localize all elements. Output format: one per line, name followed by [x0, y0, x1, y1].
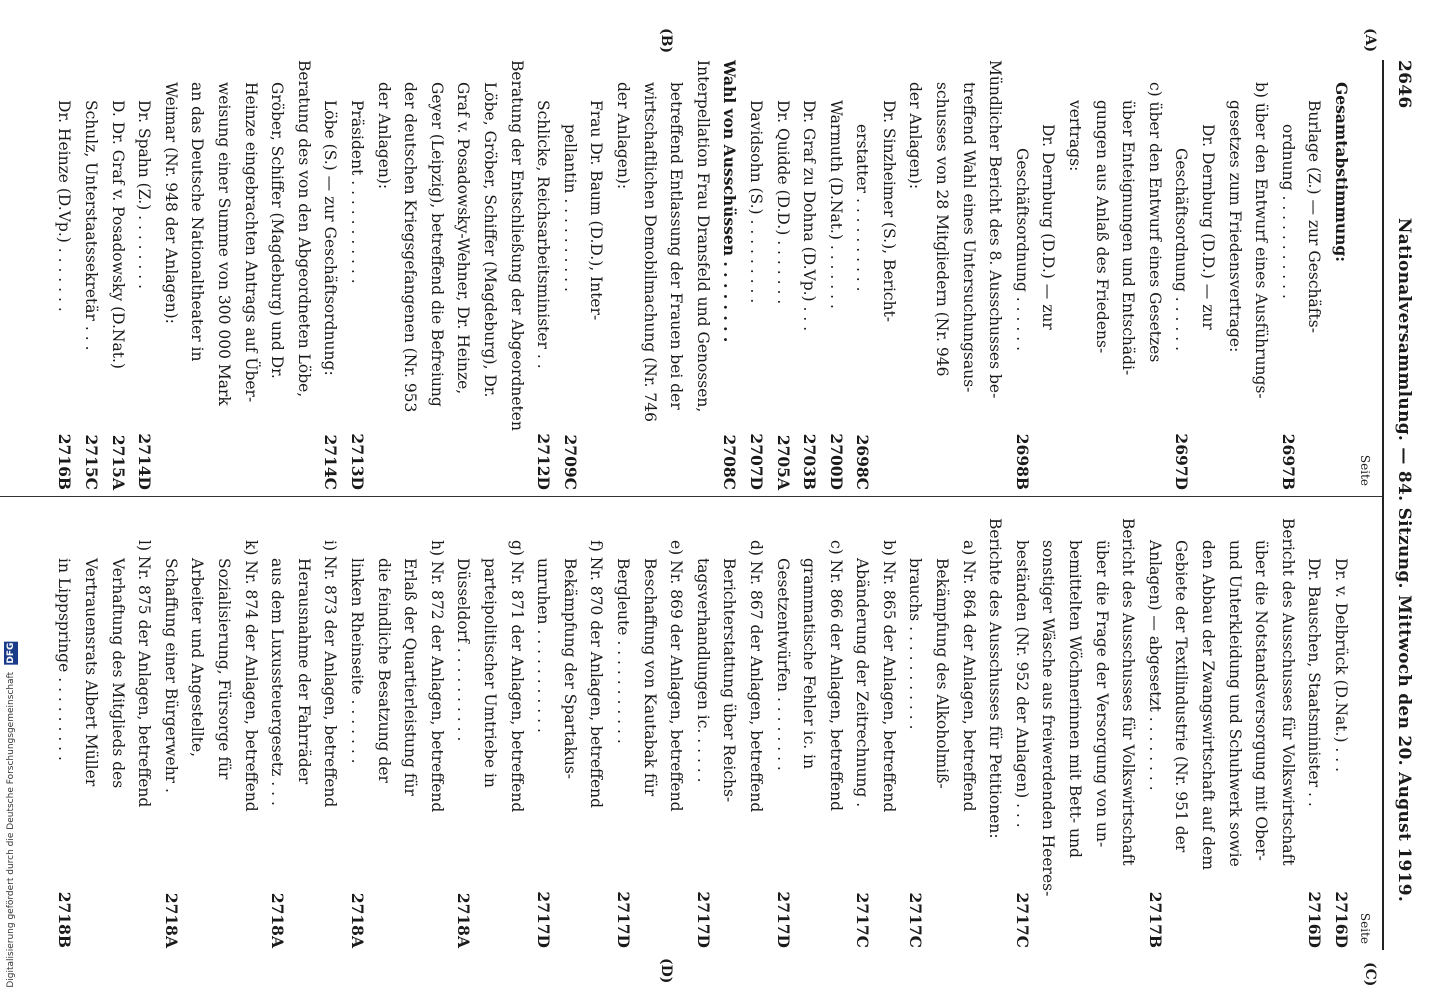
entry-text: b) Nr. 865 der Anlagen, betreffend — [879, 540, 898, 813]
toc-entry — [1301, 518, 1328, 948]
toc-entry — [1274, 518, 1301, 948]
toc-entry — [929, 518, 956, 948]
toc-entry — [1168, 60, 1195, 490]
toc-entry — [1088, 518, 1115, 948]
toc-entry — [104, 60, 131, 490]
entry-text: h) Nr. 872 der Anlagen, betreffend — [427, 540, 446, 813]
entry-text: i) Nr. 873 der Anlagen, betreffend — [321, 540, 340, 808]
entry-text: Löbe, Gröber, Schiffer (Magdeburg), Dr. — [481, 82, 499, 398]
toc-entry — [476, 60, 503, 490]
toc-entry — [1061, 60, 1088, 490]
toc-entry — [157, 518, 184, 948]
entry-text: Gesetzentwürfen . . . . . . . . — [773, 558, 792, 771]
toc-entry — [636, 60, 663, 490]
entry-text: beständen (Nr. 952 der Anlagen) . . . — [1012, 540, 1031, 828]
entry-text: l) Nr. 875 der Anlagen, betreffend — [135, 540, 154, 808]
toc-entry — [1248, 518, 1275, 948]
page-ref: 2697D — [1172, 433, 1192, 490]
page-ref: 2717B — [1145, 891, 1165, 948]
entry-text: g) Nr. 871 der Anlagen, betreffend — [507, 540, 526, 813]
toc-entry — [423, 60, 450, 490]
toc-entry — [1008, 518, 1035, 948]
entry-text: linken Rheinseite . . . . . . . — [348, 558, 367, 764]
page-ref: 2717D — [534, 891, 554, 948]
digitization-credit — [4, 642, 18, 988]
toc-entry — [583, 518, 610, 948]
page-ref: 2717D — [613, 891, 633, 948]
toc-entry — [210, 518, 237, 948]
entry-text: sonstiger Wäsche aus freiwerdenden Heeres- — [1039, 540, 1058, 897]
toc-entry — [556, 60, 583, 490]
toc-entry — [264, 60, 291, 490]
toc-entry — [742, 518, 769, 948]
column-divider — [0, 496, 1382, 497]
entry-text: und Unterkleidung und Schuhwerk sowie — [1225, 540, 1244, 867]
entry-text: k) Nr. 874 der Anlagen, betreffend — [241, 540, 260, 812]
page-ref: 2707D — [746, 433, 766, 490]
dfg-logo: DFG — [6, 643, 16, 665]
toc-entry — [1327, 518, 1354, 948]
toc-entry — [370, 518, 397, 948]
toc-entry — [663, 60, 690, 490]
toc-entry — [955, 60, 982, 490]
toc-entry — [450, 518, 477, 948]
page-ref: 2697B — [1278, 433, 1298, 490]
entry-text: Dr. Graf zu Dohna (D.Vp.) . . . — [800, 100, 819, 332]
entry-text: d) Nr. 867 der Anlagen, betreffend — [746, 540, 765, 813]
entry-text: Dr. Quidde (D.D.) . . . . . . . — [773, 100, 792, 305]
entry-text: Wahl von Ausschüssen . . . . . . . . — [720, 60, 740, 343]
entry-text: gungen aus Anlaß des Friedens- — [1092, 100, 1111, 354]
entry-text: der Anlagen): — [374, 82, 393, 190]
toc-entry — [397, 60, 424, 490]
toc-entry — [982, 518, 1009, 948]
entry-text: c) Nr. 866 der Anlagen, betreffend — [826, 540, 845, 812]
toc-entry — [210, 60, 237, 490]
entry-text: Burlage (Z.) — zur Geschäfts- — [1305, 100, 1324, 333]
entry-text: Anlagen) — abgesetzt . . . . . . . . — [1145, 540, 1164, 791]
toc-entry — [530, 60, 557, 490]
toc-entry — [822, 518, 849, 948]
entry-text: Präsident . . . . . . . . . . . — [348, 100, 367, 284]
entry-text: aus dem Luxussteuergesetz . . . — [268, 558, 287, 806]
entry-text: Erlaß der Quartierleistung für — [401, 558, 420, 796]
page-ref: 2716D — [1305, 891, 1325, 948]
page-ref: 2716B — [55, 433, 75, 490]
seite-label: Seite — [1358, 912, 1372, 944]
entry-text: parteipolitischer Umtriebe in — [481, 558, 499, 788]
page-header — [1386, 60, 1416, 950]
entry-text: über die Notstandsversorgung mit Ober- — [1252, 540, 1271, 861]
toc-entry — [1194, 60, 1221, 490]
margin-mark-c: (C) — [1362, 962, 1378, 987]
page-ref: 2717C — [853, 892, 873, 948]
toc-entry — [104, 518, 131, 948]
page-ref: 2718A — [454, 892, 474, 948]
entry-text: pellantin . . . . . . . . . . — [560, 124, 579, 292]
toc-entry — [476, 518, 503, 948]
header-rule — [1382, 60, 1384, 950]
toc-entry — [1327, 60, 1354, 490]
entry-text: in Lippspringe . . . . . . . . . — [55, 558, 74, 761]
toc-entry — [1301, 60, 1328, 490]
entry-text: Warmuth (D.Nat.) . . . . . . . — [826, 100, 845, 309]
entry-text: Graf v. Posadowsky-Wehner, Dr. Heinze, — [454, 82, 473, 395]
entry-text: Düsseldorf . . . . . . . . . . — [454, 558, 473, 742]
page-ref: 2708C — [720, 434, 740, 490]
toc-entry — [264, 518, 291, 948]
page-ref: 2716D — [1332, 891, 1351, 948]
page-ref: 2714D — [135, 433, 155, 490]
entry-text: Dr. Sinzheimer (S.), Bericht- — [879, 100, 898, 323]
entry-text: der Anlagen): — [613, 82, 632, 190]
toc-entry — [716, 60, 743, 490]
toc-entry — [1141, 518, 1168, 948]
toc-entry — [1221, 518, 1248, 948]
running-title: Nationalversammlung. — 84. Sitzung. Mittwoch den 20. August 1919. — [1394, 217, 1414, 903]
entry-text: Bericht des Ausschusses für Volkswirtschaft — [1119, 518, 1138, 866]
entry-text: Schaffung einer Bürgerwehr . — [161, 558, 180, 793]
page-ref: 2712D — [534, 433, 554, 490]
toc-entry — [1061, 518, 1088, 948]
entry-text: b) über den Entwurf eines Ausführungs- — [1252, 82, 1271, 399]
page-ref: 2698B — [1012, 433, 1032, 490]
toc-entry — [237, 60, 264, 490]
toc-entry — [849, 60, 876, 490]
entry-text: wirtschaftlichen Demobilmachung (Nr. 746 — [640, 82, 659, 422]
toc-entry — [689, 518, 716, 948]
entry-text: Dr. Spahn (Z.) . . . . . . . . — [135, 100, 154, 290]
entry-text: die feindliche Besatzung der — [374, 558, 393, 783]
toc-entry — [157, 60, 184, 490]
entry-text: Bergleute . . . . . . . . . . . — [613, 558, 632, 744]
entry-text: f) Nr. 870 der Anlagen, betreffend — [587, 540, 606, 809]
page-ref: 2705A — [773, 434, 793, 490]
entry-text: Herausnahme der Fahrräder — [294, 558, 313, 785]
entry-text: Heinze eingebrachten Antrags auf Über- — [241, 82, 260, 403]
entry-text: Vertrauensrats Albert Müller — [82, 558, 101, 787]
entry-text: Geschäftsordnung . . . . . . — [1172, 148, 1191, 351]
toc-entry — [716, 518, 743, 948]
toc-entry — [822, 60, 849, 490]
toc-entry — [849, 518, 876, 948]
page-ref: 2700D — [826, 433, 846, 490]
entry-text: Dr. Dernburg (D.D.) — zur — [1199, 124, 1218, 330]
toc-entry — [78, 60, 105, 490]
entry-text: Gröber, Schiffer (Magdeburg) und Dr. — [268, 82, 287, 379]
toc-entry — [131, 518, 158, 948]
page-ref: 2717C — [906, 892, 926, 948]
page-ref: 2703B — [800, 433, 820, 490]
toc-entry — [769, 518, 796, 948]
toc-entry — [51, 518, 78, 948]
page-ref: 2717D — [693, 891, 713, 948]
entry-text: den Abbau der Zwangswirtschaft auf dem — [1199, 540, 1218, 871]
toc-entry — [796, 518, 823, 948]
entry-text: der Anlagen): — [906, 82, 925, 190]
entry-text: an das Deutsche Nationaltheater in — [188, 82, 207, 362]
toc-entry — [1248, 60, 1275, 490]
entry-text: D. Dr. Graf v. Posadowsky (D.Nat.) — [108, 100, 127, 369]
page-ref: 2718A — [268, 892, 288, 948]
entry-text: treffend Wahl eines Untersuchungsaus- — [959, 82, 978, 393]
margin-mark-d: (D) — [658, 958, 674, 984]
entry-text: Verhaftung des Mitglieds des — [108, 558, 127, 789]
toc-entry — [769, 60, 796, 490]
toc-entry — [955, 518, 982, 948]
toc-entry — [583, 60, 610, 490]
toc-entry — [450, 60, 477, 490]
toc-entry — [131, 60, 158, 490]
toc-entry — [1115, 60, 1142, 490]
toc-entry — [1194, 518, 1221, 948]
toc-entry — [503, 518, 530, 948]
toc-entry — [636, 518, 663, 948]
entry-text: Dr. Dernburg (D.D.) — zur — [1039, 124, 1058, 330]
page-ref: 2713D — [348, 433, 368, 490]
page-ref: 2718A — [348, 892, 368, 948]
toc-entry — [609, 60, 636, 490]
toc-entry — [982, 60, 1009, 490]
entry-text: brauchs . . . . . . . . . . . — [906, 558, 925, 730]
toc-entry — [875, 518, 902, 948]
page-number: 2646 — [1394, 60, 1414, 109]
entry-text: weisung einer Summe von 300 000 Mark — [215, 82, 234, 406]
toc-entry — [237, 518, 264, 948]
page-ref: 2718A — [161, 892, 181, 948]
toc-entry — [1035, 518, 1062, 948]
entry-text: Dr. v. Delbrück (D.Nat.) . . . — [1332, 558, 1350, 773]
entry-text: der deutschen Kriegsgefangenen (Nr. 953 — [401, 82, 420, 413]
page-ref: 2698C — [853, 434, 873, 490]
toc-entry — [317, 518, 344, 948]
entry-text: grammatische Fehler ic. in — [800, 558, 819, 770]
toc-entry — [530, 518, 557, 948]
entry-text: Bericht des Ausschusses für Volkswirtschaft — [1278, 518, 1297, 866]
toc-entry — [370, 60, 397, 490]
toc-entry — [397, 518, 424, 948]
entry-text: über die Frage der Versorgung von un- — [1092, 540, 1111, 848]
toc-entry — [556, 518, 583, 948]
toc-entry — [184, 518, 211, 948]
toc-entry — [343, 60, 370, 490]
page-ref: 2717C — [1012, 892, 1032, 948]
entry-text: Beratung des von den Abgeordneten Löbe, — [294, 60, 313, 398]
entry-text: gesetzes zum Friedensvertrage: — [1225, 100, 1244, 353]
entry-text: Davidsohn (S.) . . . . . . . . . — [746, 100, 765, 304]
toc-entry — [78, 518, 105, 948]
entry-text: Bekämpfung der Spartakus- — [560, 558, 579, 780]
toc-entry — [290, 518, 317, 948]
toc-entry — [317, 60, 344, 490]
toc-entry — [343, 518, 370, 948]
entry-text: Geschäftsordnung . . . . . . — [1012, 148, 1031, 351]
entry-text: Gebiete der Textilindustrie (Nr. 951 der — [1172, 540, 1191, 853]
toc-entry — [51, 60, 78, 490]
entry-text: Dr. Bauschen, Staatsminister . . — [1305, 558, 1324, 807]
entry-text: Berichterstattung über Reichs- — [720, 558, 739, 803]
left-column — [51, 60, 1376, 490]
toc-entry — [742, 60, 769, 490]
toc-entry — [1035, 60, 1062, 490]
entry-text: tagsverhandlungen ic. . . . . . — [693, 558, 712, 783]
toc-entry — [1168, 518, 1195, 948]
entry-text: über Enteignungen und Entschädi- — [1119, 100, 1138, 376]
entry-text: unruhen . . . . . . . . . . . — [534, 558, 553, 733]
entry-text: Geyer (Leipzig), betreffend die Befreiung — [427, 82, 446, 407]
toc-entry — [503, 60, 530, 490]
entry-text: Interpellation Frau Dransfeld und Genossen, — [693, 60, 712, 413]
entry-text: bemittelten Wöchnerinnen mit Bett- und — [1066, 540, 1085, 858]
toc-entry — [875, 60, 902, 490]
toc-entry — [1088, 60, 1115, 490]
toc-entry — [609, 518, 636, 948]
entry-text: Weimar (Nr. 948 der Anlagen): — [161, 82, 180, 324]
entry-text: ordnung . . . . . . . . . . . — [1278, 124, 1297, 299]
entry-text: c) über den Entwurf eines Gesetzes — [1145, 82, 1164, 363]
entry-text: Abänderung der Zeitrechnung . — [853, 558, 872, 808]
margin-mark-a: (A) — [1362, 28, 1378, 53]
entry-text: Bekämpfung des Alkoholmiß- — [933, 558, 952, 789]
toc-entry — [423, 518, 450, 948]
entry-text: betreffend Entlassung der Frauen bei der — [667, 82, 686, 410]
entry-text: Frau Dr. Baum (D.D.), Inter- — [587, 100, 606, 321]
entry-text: Arbeiter und Angestellte, — [188, 558, 207, 758]
toc-entry — [796, 60, 823, 490]
entry-text: e) Nr. 869 der Anlagen, betreffend — [667, 540, 686, 812]
page-ref: 2715C — [82, 434, 102, 490]
entry-text: Berichte des Ausschusses für Petitionen: — [986, 518, 1005, 839]
toc-entry — [1274, 60, 1301, 490]
page-ref: 2709C — [560, 434, 580, 490]
toc-entry — [1115, 518, 1142, 948]
page-ref: 2714C — [321, 434, 341, 490]
toc-entry — [290, 60, 317, 490]
margin-mark-b: (B) — [658, 28, 674, 54]
entry-text: Löbe (S.) — zur Geschäftsordnung: — [321, 100, 340, 376]
entry-text: Sozialisierung, Fürsorge für — [215, 558, 234, 780]
entry-text: vertrags: — [1066, 100, 1085, 172]
toc-entry — [902, 60, 929, 490]
toc-entry — [184, 60, 211, 490]
credit-text: Digitalisierung gefördert durch die Deutsche Forschungsgemeinschaft — [6, 672, 16, 988]
entry-text: Beratung der Entschließung der Abgeordneten — [507, 60, 526, 431]
right-column — [51, 518, 1376, 948]
toc-entry — [929, 60, 956, 490]
entry-text: a) Nr. 864 der Anlagen, betreffend — [959, 540, 978, 812]
toc-entry — [1141, 60, 1168, 490]
entry-text: Gesamtabstimmung: — [1332, 82, 1351, 262]
entry-text: Schlicke, Reichsarbeitsminister . . — [534, 100, 553, 369]
entry-text: Schulz, Unterstaatssekretär . . . — [82, 100, 101, 351]
entry-text: Dr. Heinze (D.Vp.) . . . . . . . — [55, 100, 74, 312]
toc-entry — [1008, 60, 1035, 490]
page-ref: 2718B — [55, 891, 75, 948]
toc-entry — [689, 60, 716, 490]
page-ref: 2717D — [773, 891, 793, 948]
entry-text: Beschaffung von Kautabak für — [640, 558, 659, 797]
toc-entry — [663, 518, 690, 948]
entry-text: schusses von 28 Mitgliedern (Nr. 946 — [933, 82, 952, 377]
entry-text: erstatter . . . . . . . . . . — [853, 124, 872, 292]
page-ref: 2715A — [108, 434, 128, 490]
entry-text: Mündlicher Bericht des 8. Ausschusses be- — [986, 60, 1005, 399]
toc-entry — [1221, 60, 1248, 490]
toc-entry — [902, 518, 929, 948]
seite-label: Seite — [1358, 454, 1372, 486]
